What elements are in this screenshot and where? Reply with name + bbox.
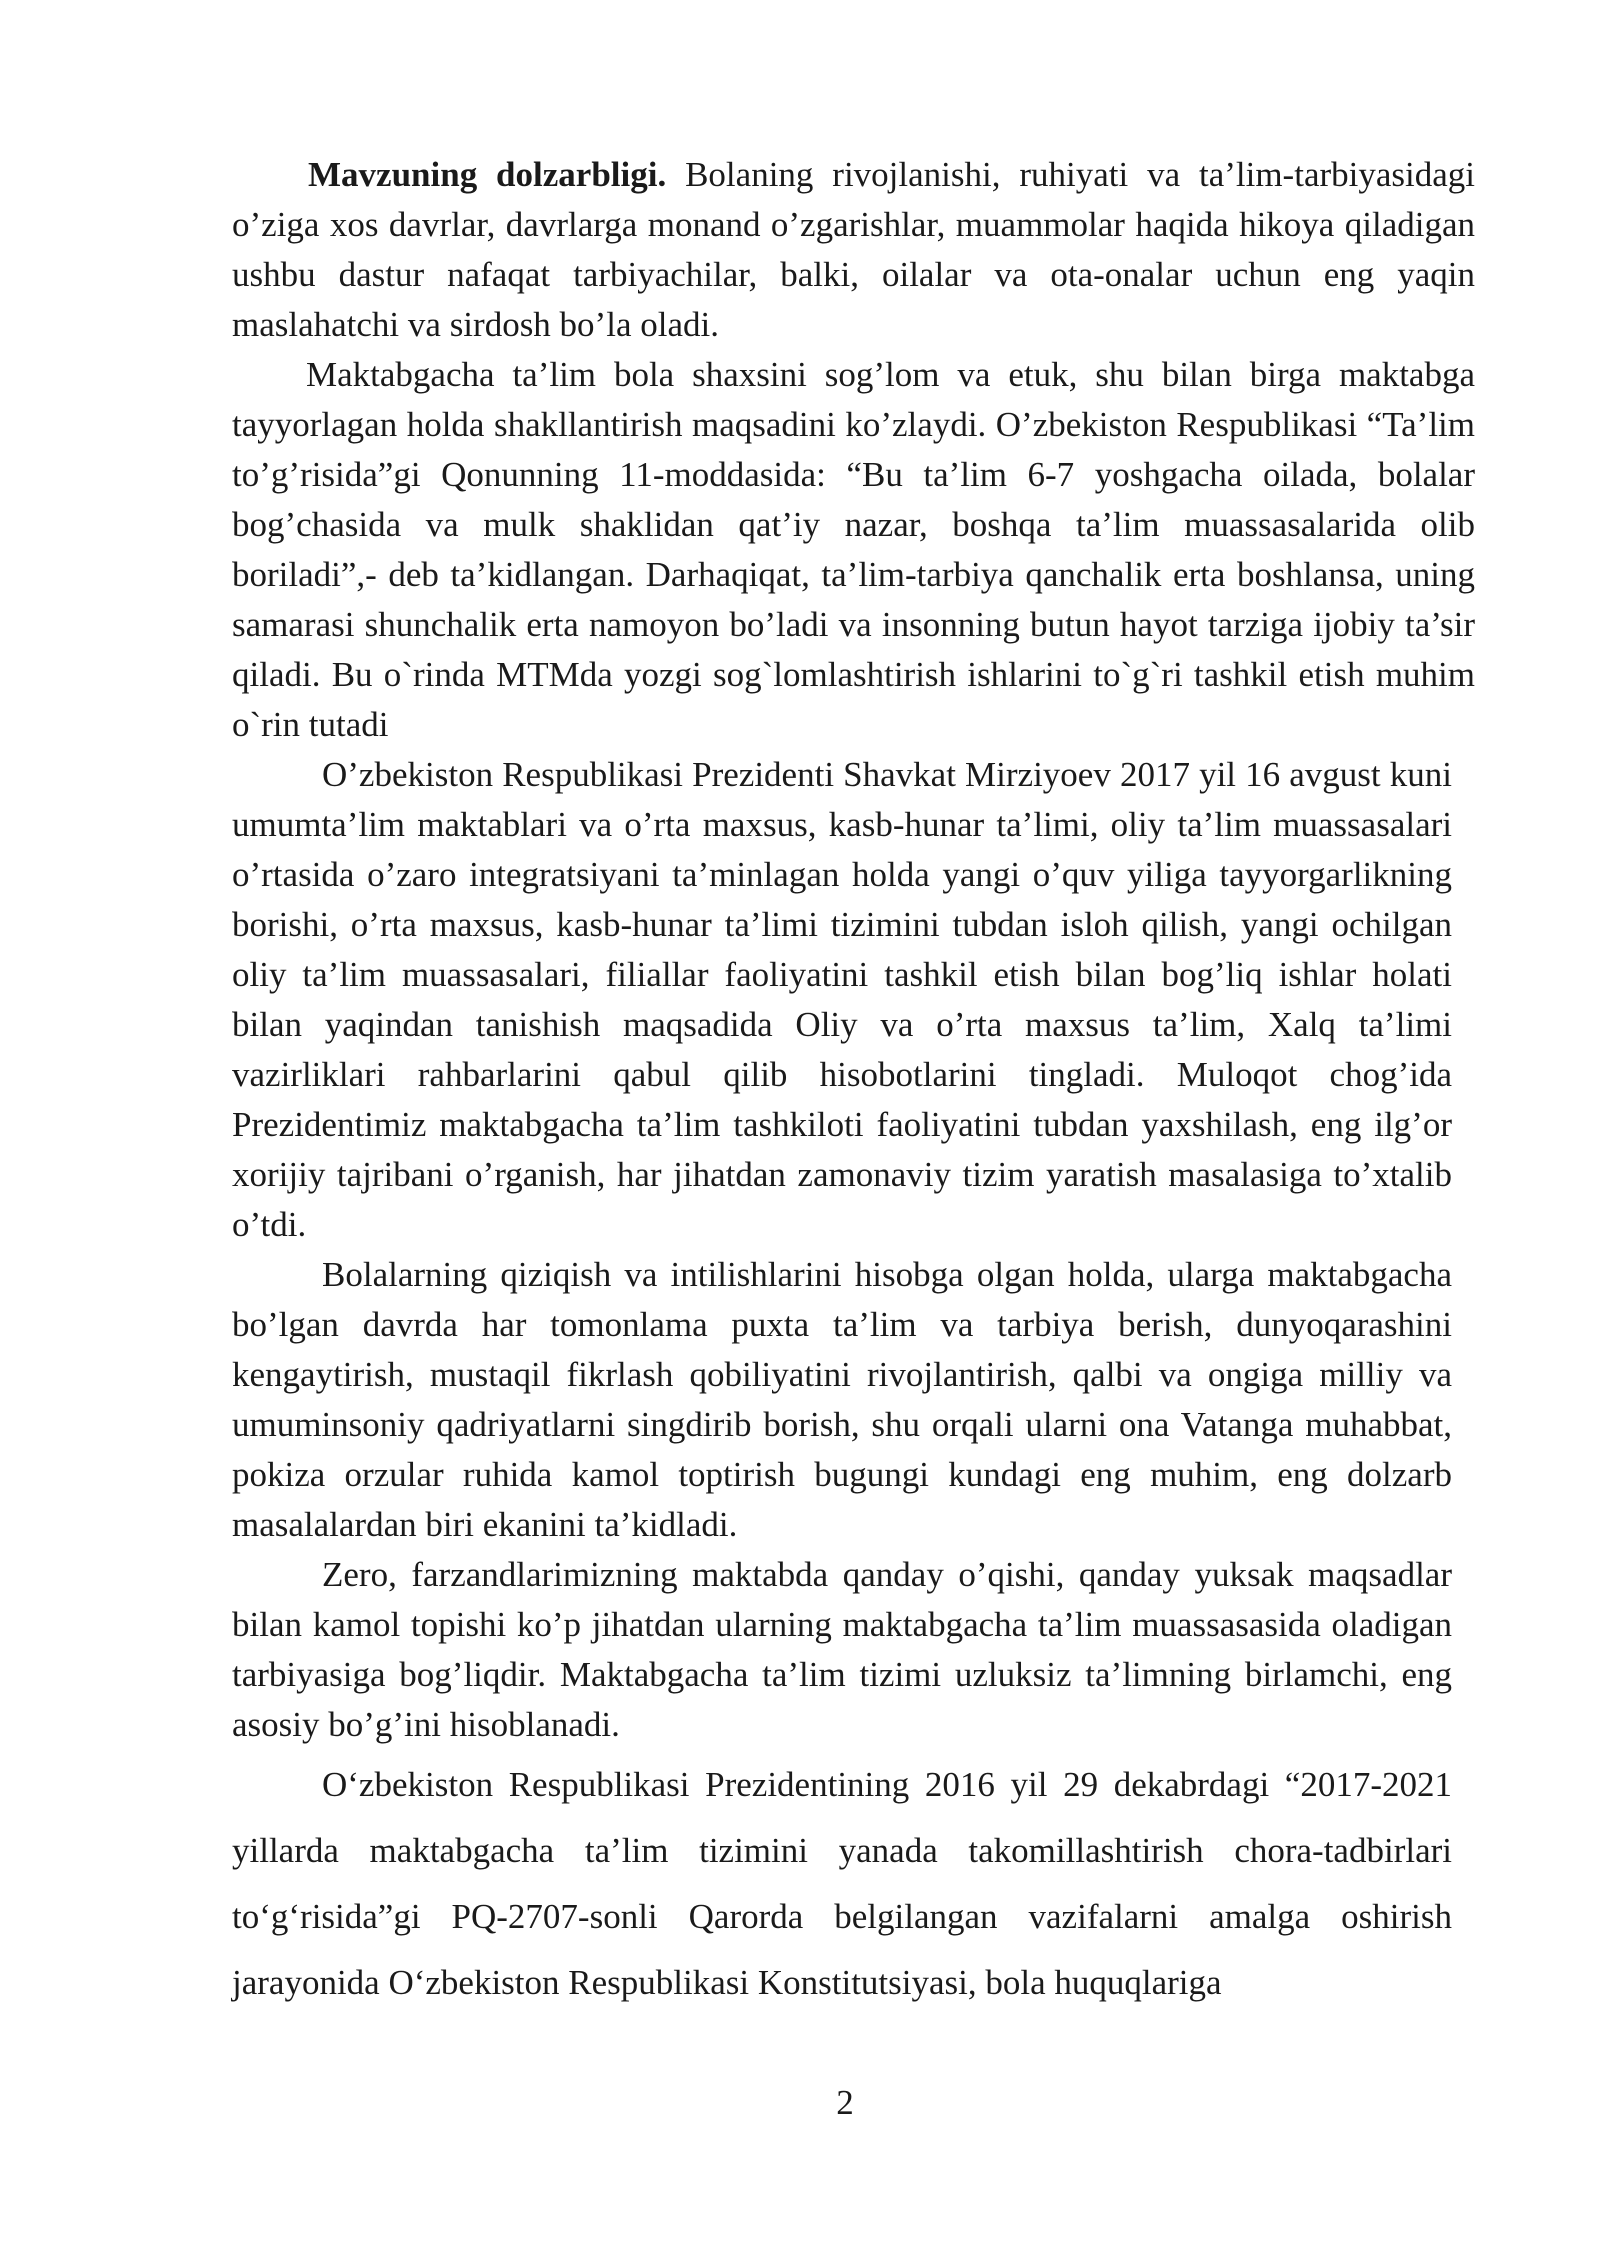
paragraph-president-meeting: O’zbekiston Respublikasi Prezidenti Shavkat Mirziyoev 2017 yil 16 avgust kuni umumta’lim maktablari va o’rta maxsus, kasb-hunar ta’limi, oliy ta’lim muassasalari o’rtasida o’zaro integratsiyani ta’minlagan holda yangi o’quv yiliga tayyorgarlikning borishi, o’rta maxsus, kasb-hunar ta’limi tizimini tubdan isloh qilish, yangi ochilgan oliy ta’lim muassasalari, filiallar faoliyatini tashkil etish bilan bog’liq ishlar holati bilan yaqindan tanishish maqsadida Oliy va o’rta maxsus ta’lim, Xalq ta’limi vazirliklari rahbarlarini qabul qilib hisobotlarini tingladi. Muloqot chog’ida Prezidentimiz maktabgacha ta’lim tashkiloti faoliyatini tubdan yaxshilash, eng ilg’or xorijiy tajribani o’rganish, har jihatdan zamonaviy tizim yaratish masalasiga to’xtalib o’tdi.	[232, 755, 1452, 1244]
paragraph-relevance	[232, 150, 1475, 350]
paragraph-preschool-education: Maktabgacha ta’lim bola shaxsini sog’lom va etuk, shu bilan birga maktabga tayyorlagan holda shakllantirish maqsadini ko’zlaydi. O’zbekiston Respublikasi “Ta’lim to’g’risida”gi Qonunning 11-moddasida: “Bu ta’lim 6-7 yoshgacha oilada, bolalar bog’chasida va mulk shaklidan qat’iy nazar, boshqa ta’lim muassasalarida olib boriladi”,- deb ta’kidlangan. Darhaqiqat, ta’lim-tarbiya qanchalik erta boshlansa, uning samarasi shunchalik erta namoyon bo’ladi va insonning butun hayot tarziga ijobiy ta’sir qiladi. Bu o`rinda MTMda yozgi sog`lomlashtirish ishlarini to`g`ri tashkil etish muhim o`rin tutadi	[232, 355, 1475, 744]
section-heading: Mavzuning dolzarbligi.	[308, 155, 667, 194]
paragraph-presidential-resolution: O‘zbekiston Respublikasi Prezidentining 2016 yil 29 dekabrdagi “2017-2021 yillarda maktabgacha ta’lim tizimini yanada takomillashtirish chora-tadbirlari to‘g‘risida”gi PQ-2707-sonli Qarorda belgilangan vazifalarni amalga oshirish jarayonida O‘zbekiston Respublikasi Konstitutsiyasi, bola huquqlariga	[232, 1765, 1452, 2002]
body-text	[232, 150, 1475, 2016]
paragraph-school-upbringing: Zero, farzandlarimizning maktabda qanday o’qishi, qanday yuksak maqsadlar bilan kamol topishi ko’p jihatdan ularning maktabgacha ta’lim muassasasida oladigan tarbiyasiga bog’liqdir. Maktabgacha ta’lim tizimi uzluksiz ta’limning birlamchi, eng asosiy bo’g’ini hisoblanadi.	[232, 1555, 1452, 1744]
paragraph-children-interests: Bolalarning qiziqish va intilishlarini hisobga olgan holda, ularga maktabgacha bo’lgan davrda har tomonlama puxta ta’lim va tarbiya berish, dunyoqarashini kengaytirish, mustaqil fikrlash qobiliyatini rivojlantirish, qalbi va ongiga milliy va umuminsoniy qadriyatlarni singdirib borish, shu orqali ularni ona Vatanga muhabbat, pokiza orzular ruhida kamol toptirish bugungi kundagi eng muhim, eng dolzarb masalalardan biri ekanini ta’kidladi.	[232, 1255, 1452, 1544]
page-number: 2	[836, 2083, 854, 2122]
paragraph-text: Bolaning rivojlanishi, ruhiyati va ta’lim-tarbiyasidagi o’ziga xos davrlar, davrlarga monand o’zgarishlar, muammolar haqida hikoya qiladigan ushbu dastur nafaqat tarbiyachilar, balki, oilalar va ota-onalar uchun eng yaqin maslahatchi va sirdosh bo’la oladi.	[232, 155, 1475, 344]
